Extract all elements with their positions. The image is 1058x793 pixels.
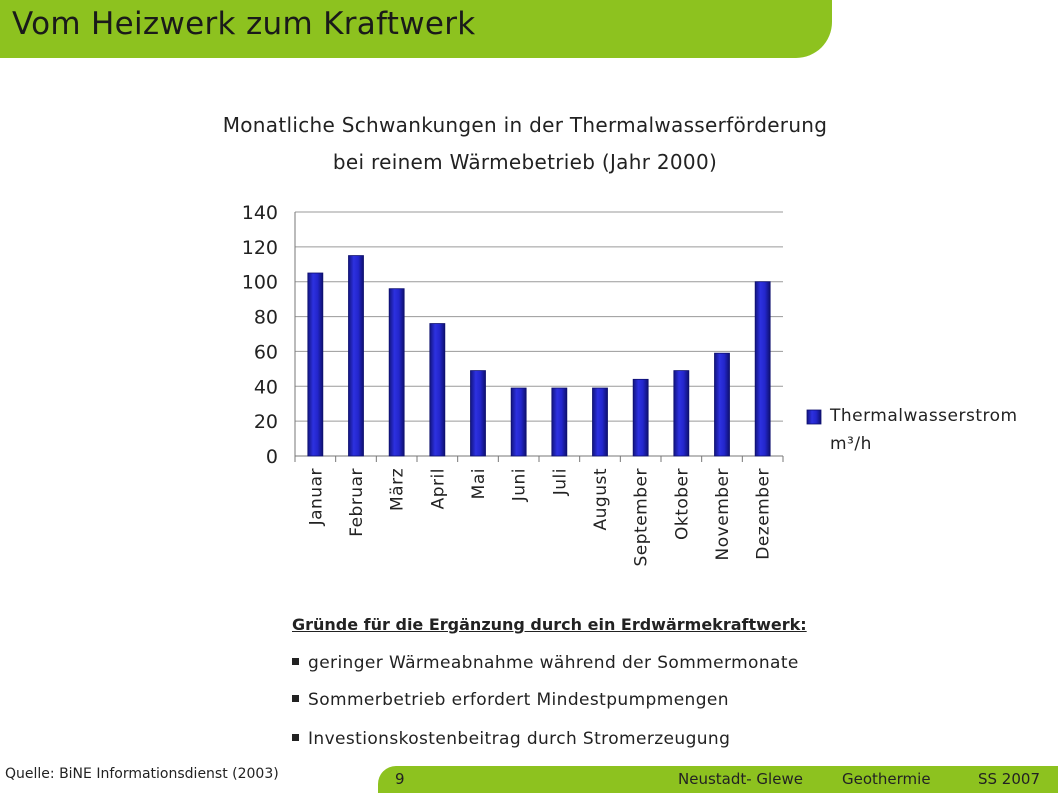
x-tick-label: Oktober	[672, 468, 693, 541]
x-tick-label: Mai	[469, 468, 489, 500]
x-tick-label: Juli	[550, 468, 571, 496]
y-tick-label: 40	[253, 376, 278, 399]
x-tick-label: August	[591, 468, 611, 531]
reason-item: Investionskostenbeitrag durch Stromerzeugung	[292, 729, 730, 749]
bar-april	[430, 324, 445, 456]
x-tick-label: März	[387, 468, 408, 511]
y-tick-label: 80	[253, 306, 278, 329]
bar-januar	[308, 273, 323, 456]
bar-juni	[511, 388, 526, 456]
x-tick-label: Januar	[306, 468, 327, 526]
y-tick-label: 60	[253, 341, 278, 364]
reason-item: geringer Wärmeabnahme während der Sommermonate	[292, 653, 799, 673]
page-number: 9	[395, 770, 405, 788]
footer-semester: SS 2007	[978, 770, 1040, 788]
x-tick-label: September	[631, 468, 652, 567]
bar-august	[593, 388, 608, 456]
x-tick-label: Februar	[347, 468, 367, 537]
footer-topic: Geothermie	[842, 770, 931, 788]
y-tick-label: 100	[241, 271, 278, 294]
legend-label: Thermalwasserstrom	[830, 406, 1018, 426]
slide-title: Vom Heizwerk zum Kraftwerk	[12, 6, 476, 42]
legend-swatch	[807, 410, 821, 424]
y-tick-label: 20	[253, 411, 278, 434]
bar-märz	[389, 289, 404, 456]
footer-location: Neustadt- Glewe	[678, 770, 803, 788]
y-tick-label: 120	[241, 236, 278, 259]
bar-dezember	[755, 282, 770, 456]
chart-subtitle: bei reinem Wärmebetrieb (Jahr 2000)	[332, 150, 718, 174]
bar-mai	[471, 371, 486, 456]
x-tick-label: April	[428, 468, 449, 510]
bar-september	[633, 379, 648, 456]
reason-item: Sommerbetrieb erfordert Mindestpumpmengen	[292, 690, 729, 710]
legend-label: m³/h	[830, 434, 872, 454]
y-tick-label: 0	[265, 446, 278, 468]
reasons-heading: Gründe für die Ergänzung durch ein Erdwärmekraftwerk:	[292, 615, 807, 634]
bar-oktober	[674, 371, 689, 456]
x-tick-label: November	[713, 468, 733, 561]
bar-november	[715, 353, 730, 456]
bar-februar	[349, 256, 364, 456]
bar-juli	[552, 388, 567, 456]
chart-title: Monatliche Schwankungen in der Thermalwasserförderung	[222, 113, 828, 137]
y-tick-label: 140	[241, 202, 278, 224]
source-note: Quelle: BiNE Informationsdienst (2003)	[5, 766, 279, 782]
x-tick-label: Juni	[509, 468, 530, 502]
x-tick-label: Dezember	[753, 468, 774, 560]
